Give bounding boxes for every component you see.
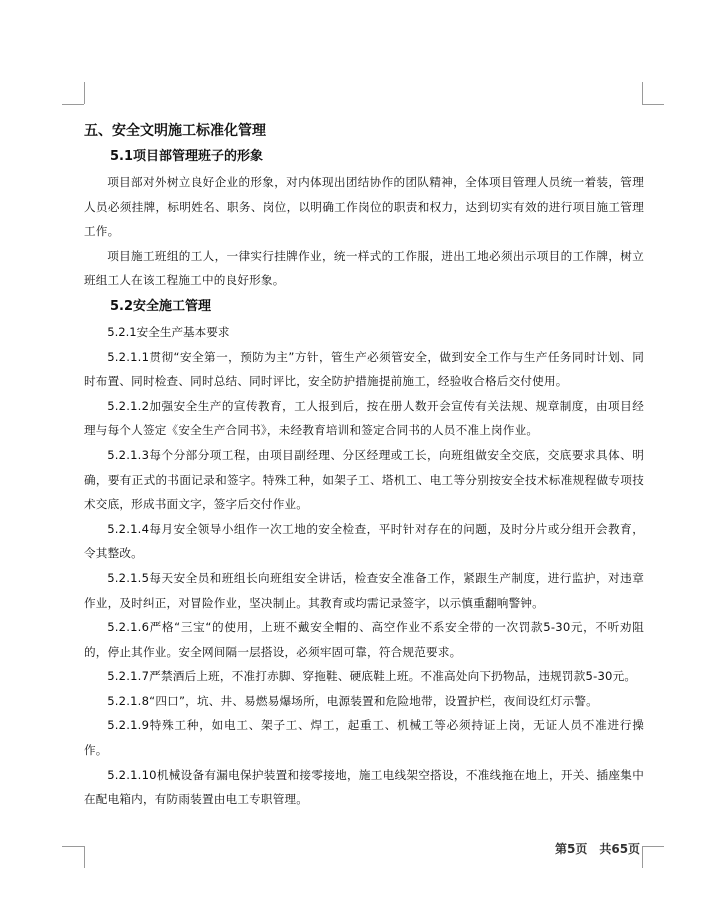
list-item: 5.2.1.9特殊工种，如电工、架子工、焊工，起重工、机械工等必须持证上岗，无证人员不准进行操作。: [84, 718, 644, 758]
subsection-heading-5-1: 5.1项目部管理班子的形象: [110, 149, 264, 164]
crop-mark: [642, 104, 664, 105]
crop-mark: [84, 846, 85, 868]
paragraph: 项目施工班组的工人，一律实行挂牌作业，统一样式的工作服，进出工地必须出示项目的工作牌，树立班组工人在该工程施工中的良好形象。: [84, 248, 644, 288]
list-item: 5.2.1.5每天安全员和班组长向班组安全讲话，检查安全准备工作，紧跟生产制度，进行监护，对违章作业，及时纠正，对冒险作业，坚决制止。其教育或均需记录签字，以示慎重翻响警钟。: [84, 570, 644, 610]
subsection-heading-5-2: 5.2安全施工管理: [110, 298, 212, 314]
list-item: 5.2.1.1贯彻“安全第一，预防为主”方针，管生产必须管安全，做到安全工作与生产任务同时计划、同时布置、同时检查、同时总结、同时评比，安全防护措施提前施工，经验收合格后交付使用。: [84, 349, 644, 389]
crop-mark: [642, 82, 643, 104]
list-item: 5.2.1.10机械设备有漏电保护装置和接零接地，施工电线架空搭设，不准线拖在地上，开关、插座集中在配电箱内，有防雨装置由电工专职管理。: [84, 767, 644, 807]
section-title: 五、安全文明施工标准化管理: [84, 123, 266, 139]
list-item: 5.2.1.3每个分部分项工程，由项目副经理、分区经理或工长，向班组做安全交底，交底要求具体、明确，要有正式的书面记录和签字。特殊工种，如架子工、塔机工、电工等分别按安全技术标准规程做专项技术交底，形成书面文字，签字后交付作业。: [84, 447, 644, 512]
crop-mark: [62, 846, 84, 847]
page-content: [84, 117, 644, 812]
list-item: 5.2.1.2加强安全生产的宣传教育，工人报到后，按在册人数开会宣传有关法规、规章制度，由项目经理与每个人签定《安全生产合同书》，未经教育培训和签定合同书的人员不准上岗作业。: [84, 398, 644, 438]
list-item: 5.2.1.4每月安全领导小组作一次工地的安全检查，平时针对存在的问题，及时分片或分组开会教育，令其整改。: [84, 521, 644, 561]
list-item: 5.2.1.7严禁酒后上班，不准打赤脚、穿拖鞋、硬底鞋上班。不准高处向下扔物品，违规罚款5-30元。: [107, 669, 637, 684]
page-number: 第5页 共65页: [555, 842, 641, 856]
crop-mark: [62, 104, 84, 105]
list-item: 5.2.1.6严格“三宝“的使用，上班不戴安全帽的、高空作业不系安全带的一次罚款5-30元，不听劝阻的，停止其作业。安全网间隔一层搭设，必须牢固可靠，符合规范要求。: [84, 620, 644, 659]
sub-heading-5-2-1: 5.2.1安全生产基本要求: [107, 324, 230, 339]
crop-mark: [84, 82, 85, 104]
paragraph: 项目部对外树立良好企业的形象，对内体现出团结协作的团队精神，全体项目管理人员统一着装，管理人员必须挂牌，标明姓名、职务、岗位，以明确工作岗位的职责和权力，达到切实有效的进行项目施工管理工作。: [84, 175, 644, 239]
list-item: 5.2.1.8“四口”，坑、井、易燃易爆场所，电源装置和危险地带，设置护栏，夜间设红灯示警。: [107, 693, 598, 708]
